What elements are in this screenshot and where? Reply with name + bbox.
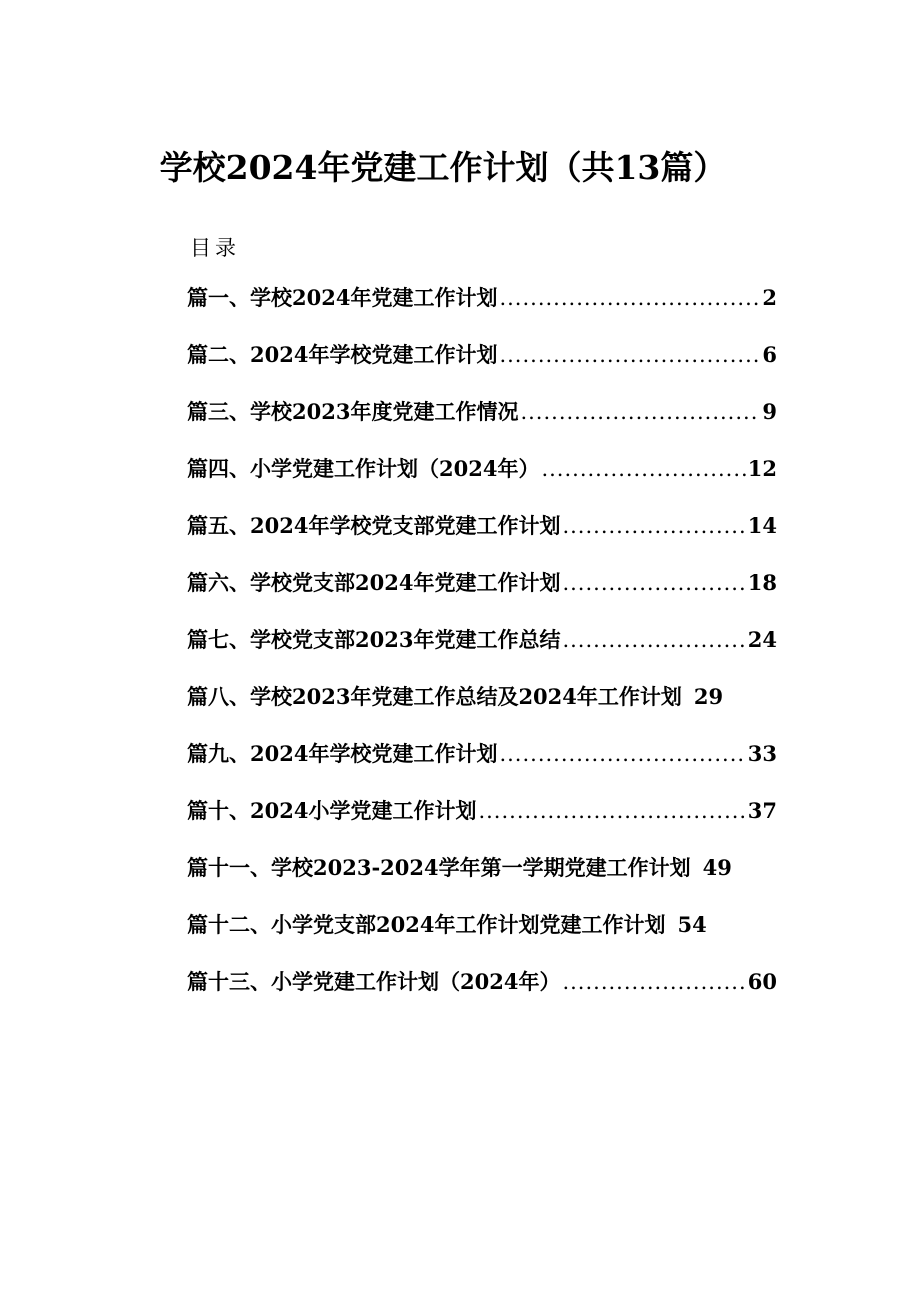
toc-page-number: 60: [747, 969, 777, 994]
toc-dot-leader: [562, 628, 745, 652]
toc-entry-title: 篇一、学校2024年党建工作计划: [187, 285, 498, 310]
toc-entry-title: 篇九、2024年学校党建工作计划: [187, 741, 498, 766]
toc-entry[interactable]: [187, 966, 777, 1023]
toc-entry[interactable]: [187, 510, 777, 567]
toc-page-number: 24: [747, 627, 777, 652]
toc-entry[interactable]: [187, 738, 777, 795]
toc-entry-title: 篇四、小学党建工作计划（2024年）: [187, 456, 540, 481]
toc-entry[interactable]: [187, 909, 777, 966]
toc-entry[interactable]: [187, 567, 777, 624]
toc-entry-title: 篇十三、小学党建工作计划（2024年）: [187, 969, 561, 994]
toc-entry[interactable]: [187, 852, 777, 909]
toc-dot-leader: [562, 970, 745, 994]
toc-dot-leader: [499, 286, 760, 310]
toc-dot-leader: [541, 457, 745, 481]
toc-dot-leader: [478, 799, 745, 823]
toc-entry[interactable]: [187, 795, 777, 852]
toc-entry-title: 篇十、2024小学党建工作计划: [187, 798, 477, 823]
document-title: 学校2024年党建工作计划（共13篇）: [159, 148, 727, 187]
toc-entry[interactable]: [187, 453, 777, 510]
toc-page-number: 37: [747, 798, 777, 823]
toc-entry-title: 篇三、学校2023年度党建工作情况: [187, 399, 519, 424]
toc-page-number: 29: [693, 684, 724, 709]
toc-dot-leader: [520, 400, 760, 424]
toc-entry-title: 篇八、学校2023年党建工作总结及2024年工作计划: [187, 684, 682, 709]
toc-entry-title: 篇七、学校党支部2023年党建工作总结: [187, 627, 561, 652]
toc-page-number: 33: [747, 741, 777, 766]
toc-heading: 目录: [190, 236, 240, 260]
toc-page-number: 6: [762, 342, 777, 367]
toc-entry-title: 篇六、学校党支部2024年党建工作计划: [187, 570, 561, 595]
toc-page-number: 9: [762, 399, 777, 424]
toc-entry[interactable]: [187, 624, 777, 681]
table-of-contents: [187, 282, 777, 1023]
toc-entry[interactable]: [187, 282, 777, 339]
toc-dot-leader: [562, 571, 745, 595]
toc-entry[interactable]: [187, 681, 777, 738]
toc-page-number: 54: [677, 912, 707, 937]
toc-page-number: 2: [762, 285, 777, 310]
toc-entry-title: 篇十一、学校2023-2024学年第一学期党建工作计划: [187, 855, 691, 880]
toc-entry-title: 篇二、2024年学校党建工作计划: [187, 342, 498, 367]
toc-page-number: 18: [747, 570, 777, 595]
toc-page-number: 49: [702, 855, 732, 880]
toc-dot-leader: [499, 343, 760, 367]
toc-entry[interactable]: [187, 396, 777, 453]
toc-entry-title: 篇五、2024年学校党支部党建工作计划: [187, 513, 561, 538]
toc-dot-leader: [562, 514, 745, 538]
toc-dot-leader: [499, 742, 745, 766]
toc-page-number: 14: [747, 513, 777, 538]
toc-entry[interactable]: [187, 339, 777, 396]
toc-page-number: 12: [747, 456, 777, 481]
toc-entry-title: 篇十二、小学党支部2024年工作计划党建工作计划: [187, 912, 666, 937]
